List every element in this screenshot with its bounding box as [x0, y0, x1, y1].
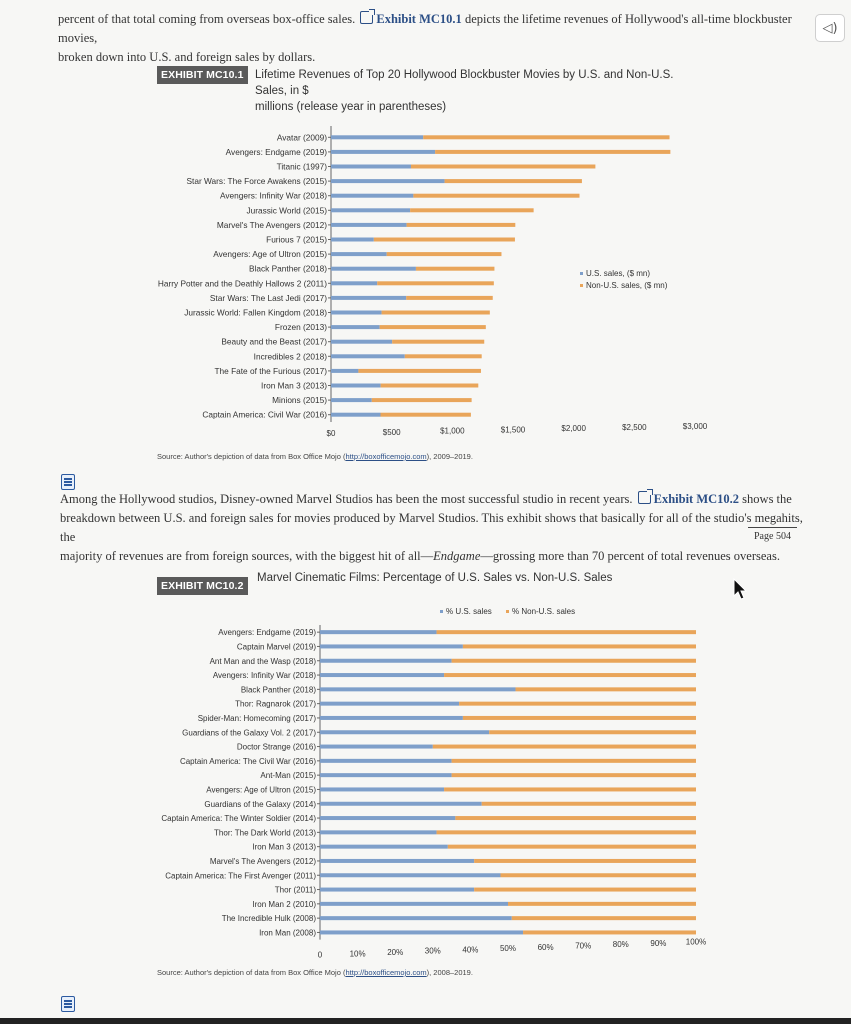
y-tick-label: Black Panther (2018)	[249, 263, 327, 274]
non-us-sales-bar	[410, 208, 534, 212]
external-link-icon[interactable]	[638, 491, 651, 504]
us-share-bar	[320, 902, 508, 906]
non-us-share-bar	[452, 773, 696, 777]
exhibit-1-source	[157, 452, 473, 461]
y-tick-label: Minions (2015)	[272, 395, 327, 406]
us-share-bar	[320, 759, 452, 763]
us-sales-bar	[331, 398, 372, 402]
read-aloud-button[interactable]	[815, 14, 845, 42]
us-share-bar	[320, 630, 437, 634]
external-link-icon[interactable]	[360, 11, 373, 24]
y-tick-label: Iron Man 3 (2013)	[261, 380, 327, 391]
intro-paragraph	[58, 10, 808, 67]
us-sales-bar	[331, 340, 392, 344]
y-tick-label: Incredibles 2 (2018)	[253, 351, 327, 362]
us-share-bar	[320, 702, 459, 706]
middle-paragraph	[60, 490, 810, 566]
non-us-share-bar	[448, 845, 696, 849]
y-tick-label: Furious 7 (2015)	[266, 234, 327, 245]
y-tick-label: The Fate of the Furious (2017)	[214, 365, 327, 376]
exhibit-1-title-line2: millions (release year in parentheses)	[255, 101, 447, 113]
y-tick-label: Ant Man and the Wasp (2018)	[209, 656, 316, 666]
middle-text-5: —grossing more than 70 percent of total revenues overseas.	[480, 549, 780, 563]
y-tick-label: Guardians of the Galaxy (2014)	[204, 799, 316, 809]
y-tick-label: Iron Man 3 (2013)	[252, 842, 316, 852]
us-sales-bar	[331, 208, 410, 212]
us-sales-bar	[331, 267, 416, 271]
legend-swatch	[580, 284, 583, 287]
intro-text-3: broken down into U.S. and foreign sales by dollars.	[58, 50, 316, 64]
legend-label: % U.S. sales	[446, 607, 492, 616]
mouse-cursor-icon	[732, 578, 748, 600]
us-sales-bar	[331, 369, 358, 373]
legend-swatch	[506, 610, 509, 613]
y-tick-label: Avatar (2009)	[276, 132, 327, 143]
us-sales-bar	[331, 165, 411, 169]
non-us-share-bar	[516, 687, 696, 691]
x-tick-label: $500	[382, 427, 401, 437]
y-tick-label: Spider-Man: Homecoming (2017)	[197, 713, 316, 723]
non-us-share-bar	[433, 745, 696, 749]
us-sales-bar	[331, 179, 445, 183]
x-tick-label: 40%	[462, 945, 479, 955]
exhibit-mc10-2-link[interactable]: Exhibit MC10.2	[653, 492, 740, 506]
y-tick-label: Guardians of the Galaxy Vol. 2 (2017)	[182, 728, 316, 738]
us-share-bar	[320, 730, 489, 734]
y-tick-label: Iron Man (2008)	[259, 928, 316, 938]
y-tick-label: Jurassic World: Fallen Kingdom (2018)	[184, 307, 327, 318]
non-us-share-bar	[452, 759, 696, 763]
us-sales-bar	[331, 311, 382, 315]
y-tick-label: Captain Marvel (2019)	[236, 642, 316, 652]
y-tick-label: Thor: The Dark World (2013)	[214, 828, 316, 838]
exhibit-1-chart	[0, 110, 851, 450]
exhibit-2-source-end: ), 2008–2019.	[426, 968, 473, 977]
non-us-sales-bar	[392, 340, 484, 344]
us-sales-bar	[331, 238, 374, 242]
non-us-sales-bar	[406, 296, 493, 300]
non-us-share-bar	[474, 859, 696, 863]
non-us-share-bar	[523, 930, 696, 934]
us-sales-bar	[331, 150, 435, 154]
y-tick-label: Titanic (1997)	[276, 161, 327, 172]
middle-text-2: shows the	[742, 492, 792, 506]
x-tick-label: 50%	[499, 944, 517, 954]
non-us-sales-bar	[387, 252, 502, 256]
exhibit-2-source-text: Source: Author's depiction of data from Box Office Mojo (	[157, 968, 346, 977]
y-tick-label: Avengers: Infinity War (2018)	[212, 671, 316, 681]
us-sales-bar	[331, 354, 405, 358]
middle-text-endgame: Endgame	[433, 549, 481, 563]
us-share-bar	[320, 930, 523, 934]
us-share-bar	[320, 745, 433, 749]
y-tick-label: Frozen (2013)	[274, 322, 327, 333]
non-us-share-bar	[452, 659, 696, 663]
us-share-bar	[320, 859, 474, 863]
legend-label: % Non-U.S. sales	[512, 607, 576, 616]
us-share-bar	[320, 802, 482, 806]
exhibit-2-title: Marvel Cinematic Films: Percentage of U.S. Sales vs. Non-U.S. Sales	[257, 572, 613, 584]
us-share-bar	[320, 916, 512, 920]
non-us-share-bar	[455, 816, 696, 820]
y-tick-label: Captain America: Civil War (2016)	[202, 409, 327, 420]
non-us-sales-bar	[381, 413, 471, 417]
page-number-tag: Page 504	[748, 527, 797, 542]
exhibit-1-source-end: ), 2009–2019.	[426, 452, 473, 461]
us-share-bar	[320, 816, 455, 820]
non-us-sales-bar	[377, 281, 494, 285]
y-tick-label: The Incredible Hulk (2008)	[221, 914, 316, 924]
exhibit-mc10-1-link[interactable]: Exhibit MC10.1	[376, 12, 462, 26]
y-tick-label: Avengers: Endgame (2019)	[225, 146, 327, 157]
exhibit-2-badge: EXHIBIT MC10.2	[157, 577, 248, 595]
exhibit-2-source-link[interactable]: http://boxofficemojo.com	[345, 968, 427, 977]
legend-label: U.S. sales, ($ mn)	[586, 269, 651, 278]
legend-swatch	[580, 272, 583, 275]
y-tick-label: Marvel's The Avengers (2012)	[209, 856, 316, 866]
y-tick-label: Thor: Ragnarok (2017)	[235, 699, 316, 709]
us-sales-bar	[331, 135, 423, 139]
non-us-sales-bar	[416, 267, 495, 271]
x-tick-label: $1,500	[500, 425, 526, 435]
x-tick-label: $2,000	[561, 424, 586, 434]
us-share-bar	[320, 873, 500, 877]
us-sales-bar	[331, 413, 381, 417]
speaker-icon: ◁)	[822, 20, 838, 36]
x-tick-label: 90%	[650, 938, 667, 948]
x-tick-label: 30%	[424, 946, 441, 956]
non-us-share-bar	[444, 673, 696, 677]
non-us-sales-bar	[435, 150, 670, 154]
x-tick-label: 70%	[575, 941, 592, 951]
y-tick-label: Captain America: The Civil War (2016)	[179, 756, 316, 766]
non-us-share-bar	[482, 802, 696, 806]
non-us-sales-bar	[382, 311, 490, 315]
x-tick-label: 20%	[387, 948, 404, 957]
x-tick-label: $3,000	[682, 421, 708, 431]
us-share-bar	[320, 787, 444, 791]
y-tick-label: Avengers: Age of Ultron (2015)	[206, 785, 316, 795]
non-us-sales-bar	[405, 354, 482, 358]
y-tick-label: Avengers: Infinity War (2018)	[220, 190, 327, 201]
x-tick-label: $0	[326, 429, 336, 438]
y-tick-label: Captain America: The First Avenger (2011)	[165, 871, 316, 881]
non-us-share-bar	[463, 644, 696, 648]
us-sales-bar	[331, 384, 381, 388]
y-tick-label: Jurassic World (2015)	[246, 205, 327, 216]
middle-text-3: breakdown between U.S. and foreign sales for movies produced by Marvel Studios. This exhibit shows that basically for all of the studio's megahits, the	[60, 511, 803, 544]
x-tick-label: 80%	[612, 940, 629, 950]
us-share-bar	[320, 659, 452, 663]
y-tick-label: Avengers: Endgame (2019)	[218, 628, 316, 638]
intro-text: percent of that total coming from overseas box-office sales.	[58, 12, 356, 26]
non-us-sales-bar	[445, 179, 582, 183]
us-sales-bar	[331, 281, 377, 285]
notes-icon[interactable]	[61, 474, 75, 490]
exhibit-1-badge: EXHIBIT MC10.1	[157, 66, 248, 84]
legend-label: Non-U.S. sales, ($ mn)	[586, 281, 668, 290]
us-share-bar	[320, 830, 437, 834]
notes-icon-2[interactable]	[61, 996, 75, 1012]
non-us-share-bar	[463, 716, 696, 720]
y-tick-label: Thor (2011)	[274, 885, 316, 895]
us-share-bar	[320, 845, 448, 849]
intro-text-2: depicts the lifetime revenues of Hollywood's all-time blockbuster movies,	[58, 12, 792, 45]
middle-text-1: Among the Hollywood studios, Disney-owned Marvel Studios has been the most successful studio in recent years.	[60, 492, 633, 506]
us-sales-bar	[331, 223, 407, 227]
non-us-share-bar	[489, 730, 696, 734]
y-tick-label: Star Wars: The Force Awakens (2015)	[186, 176, 327, 187]
us-sales-bar	[331, 325, 380, 329]
x-tick-label: 100%	[685, 937, 707, 947]
y-tick-label: Beauty and the Beast (2017)	[221, 336, 327, 347]
exhibit-1-source-text: Source: Author's depiction of data from Box Office Mojo (	[157, 452, 346, 461]
non-us-sales-bar	[381, 384, 479, 388]
legend-swatch	[440, 610, 443, 613]
exhibit-2-source	[157, 968, 473, 977]
y-tick-label: Avengers: Age of Ultron (2015)	[213, 249, 327, 260]
non-us-sales-bar	[358, 369, 481, 373]
us-share-bar	[320, 773, 452, 777]
y-tick-label: Marvel's The Avengers (2012)	[216, 219, 327, 230]
us-share-bar	[320, 888, 474, 892]
x-tick-label: 0	[317, 950, 323, 960]
us-share-bar	[320, 673, 444, 677]
us-sales-bar	[331, 296, 406, 300]
non-us-share-bar	[512, 916, 696, 920]
non-us-share-bar	[508, 902, 696, 906]
non-us-share-bar	[459, 702, 696, 706]
us-share-bar	[320, 716, 463, 720]
non-us-sales-bar	[407, 223, 516, 227]
non-us-sales-bar	[372, 398, 472, 402]
y-tick-label: Star Wars: The Last Jedi (2017)	[209, 292, 327, 303]
non-us-sales-bar	[413, 194, 579, 198]
x-tick-label: $1,000	[440, 426, 465, 436]
non-us-sales-bar	[380, 325, 486, 329]
non-us-share-bar	[474, 888, 696, 892]
exhibit-1-title-line1: Lifetime Revenues of Top 20 Hollywood Blockbuster Movies by U.S. and Non-U.S. Sales, in $	[255, 69, 674, 97]
us-share-bar	[320, 687, 516, 691]
y-tick-label: Iron Man 2 (2010)	[252, 899, 316, 909]
exhibit-1-source-link[interactable]: http://boxofficemojo.com	[345, 452, 427, 461]
non-us-share-bar	[444, 787, 696, 791]
y-tick-label: Black Panther (2018)	[240, 685, 316, 695]
us-sales-bar	[331, 252, 387, 256]
x-tick-label: 10%	[349, 949, 366, 959]
non-us-sales-bar	[374, 238, 515, 242]
y-tick-label: Ant-Man (2015)	[260, 771, 316, 781]
exhibit-1-title	[255, 67, 695, 115]
y-tick-label: Doctor Strange (2016)	[236, 742, 316, 752]
non-us-sales-bar	[411, 165, 595, 169]
x-tick-label: $2,500	[622, 423, 647, 432]
non-us-share-bar	[437, 830, 696, 834]
non-us-share-bar	[500, 873, 696, 877]
middle-text-4: majority of revenues are from foreign sources, with the biggest hit of all—	[60, 549, 434, 563]
non-us-share-bar	[437, 630, 696, 634]
us-sales-bar	[331, 194, 413, 198]
exhibit-2-chart	[0, 600, 851, 960]
x-tick-label: 60%	[537, 942, 554, 952]
us-share-bar	[320, 644, 463, 648]
y-tick-label: Captain America: The Winter Soldier (2014)	[161, 814, 316, 824]
window-bottom-bar	[0, 1018, 851, 1024]
non-us-sales-bar	[423, 135, 669, 139]
y-tick-label: Harry Potter and the Deathly Hallows 2 (2011)	[157, 278, 327, 289]
